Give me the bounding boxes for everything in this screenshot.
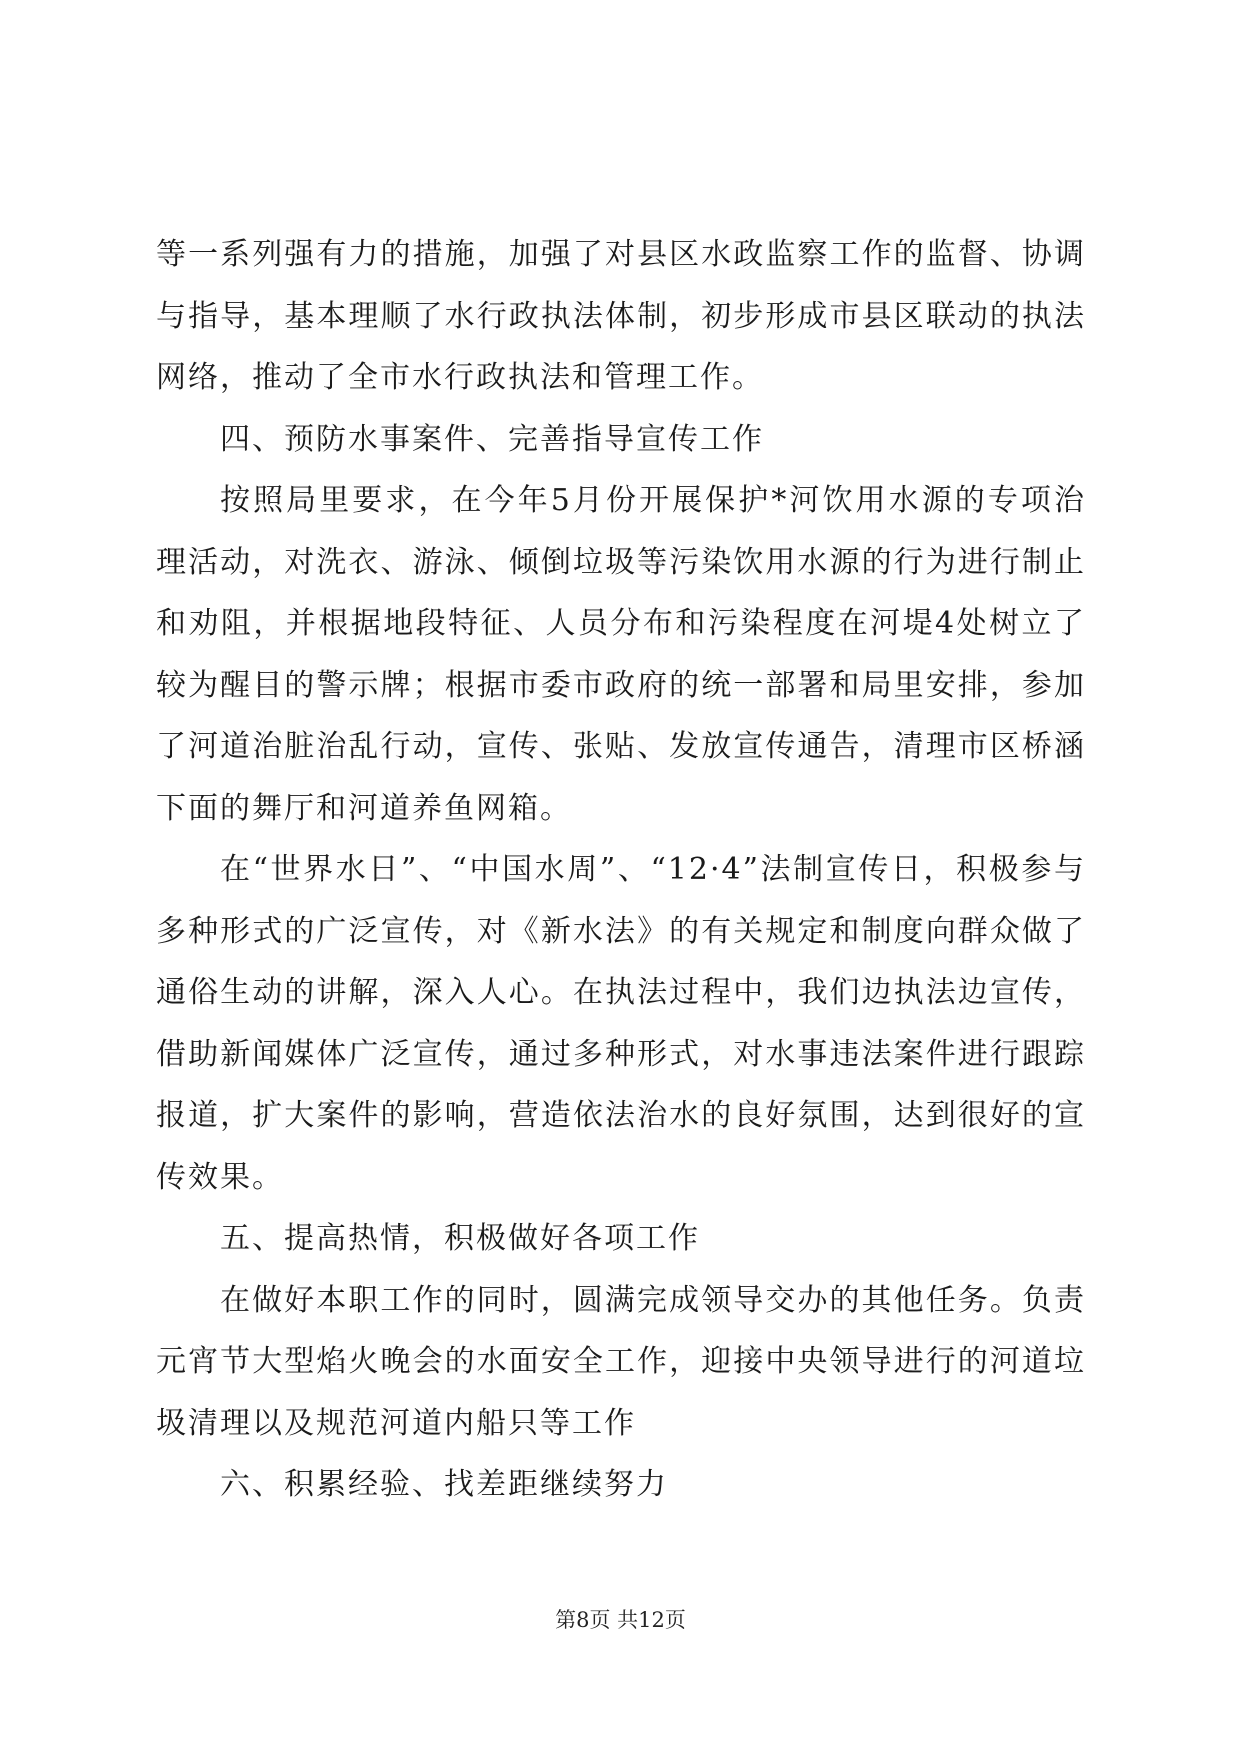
page-footer: 第8页 共12页 bbox=[555, 1608, 686, 1632]
paragraph-continuation: 等一系列强有力的措施，加强了对县区水政监察工作的监督、协调与指导，基本理顺了水行政执法体制，初步形成市县区联动的执法网络，推动了全市水行政执法和管理工作。 bbox=[156, 237, 1086, 395]
document-body bbox=[156, 224, 1086, 1516]
section-heading-5: 五、提高热情，积极做好各项工作 bbox=[220, 1221, 700, 1256]
paragraph-publicity: 在“世界水日”、“中国水周”、“12·4”法制宣传日，积极参与多种形式的广泛宣传，对《新水法》的有关规定和制度向群众做了通俗生动的讲解，深入人心。在执法过程中，我们边执法边宣传，借助新闻媒体广泛宣传，通过多种形式，对水事违法案件进行跟踪报道，扩大案件的影响，营造依法治水的良好氛围，达到很好的宣传效果。 bbox=[156, 852, 1086, 1195]
section-heading-4: 四、预防水事案件、完善指导宣传工作 bbox=[220, 421, 764, 457]
paragraph-other-tasks: 在做好本职工作的同时，圆满完成领导交办的其他任务。负责元宵节大型焰火晚会的水面安全工作，迎接中央领导进行的河道垃圾清理以及规范河道内船只等工作 bbox=[156, 1282, 1086, 1441]
section-heading-6: 六、积累经验、找差距继续努力 bbox=[220, 1467, 668, 1502]
paragraph-water-source-campaign: 按照局里要求，在今年5月份开展保护*河饮用水源的专项治理活动，对洗衣、游泳、倾倒垃圾等污染饮用水源的行为进行制止和劝阻，并根据地段特征、人员分布和污染程度在河堤4处树立了较为醒目的警示牌；根据市委市政府的统一部署和局里安排，参加了河道治脏治乱行动，宣传、张贴、发放宣传通告，清理市区桥涵下面的舞厅和河道养鱼网箱。 bbox=[156, 483, 1086, 826]
